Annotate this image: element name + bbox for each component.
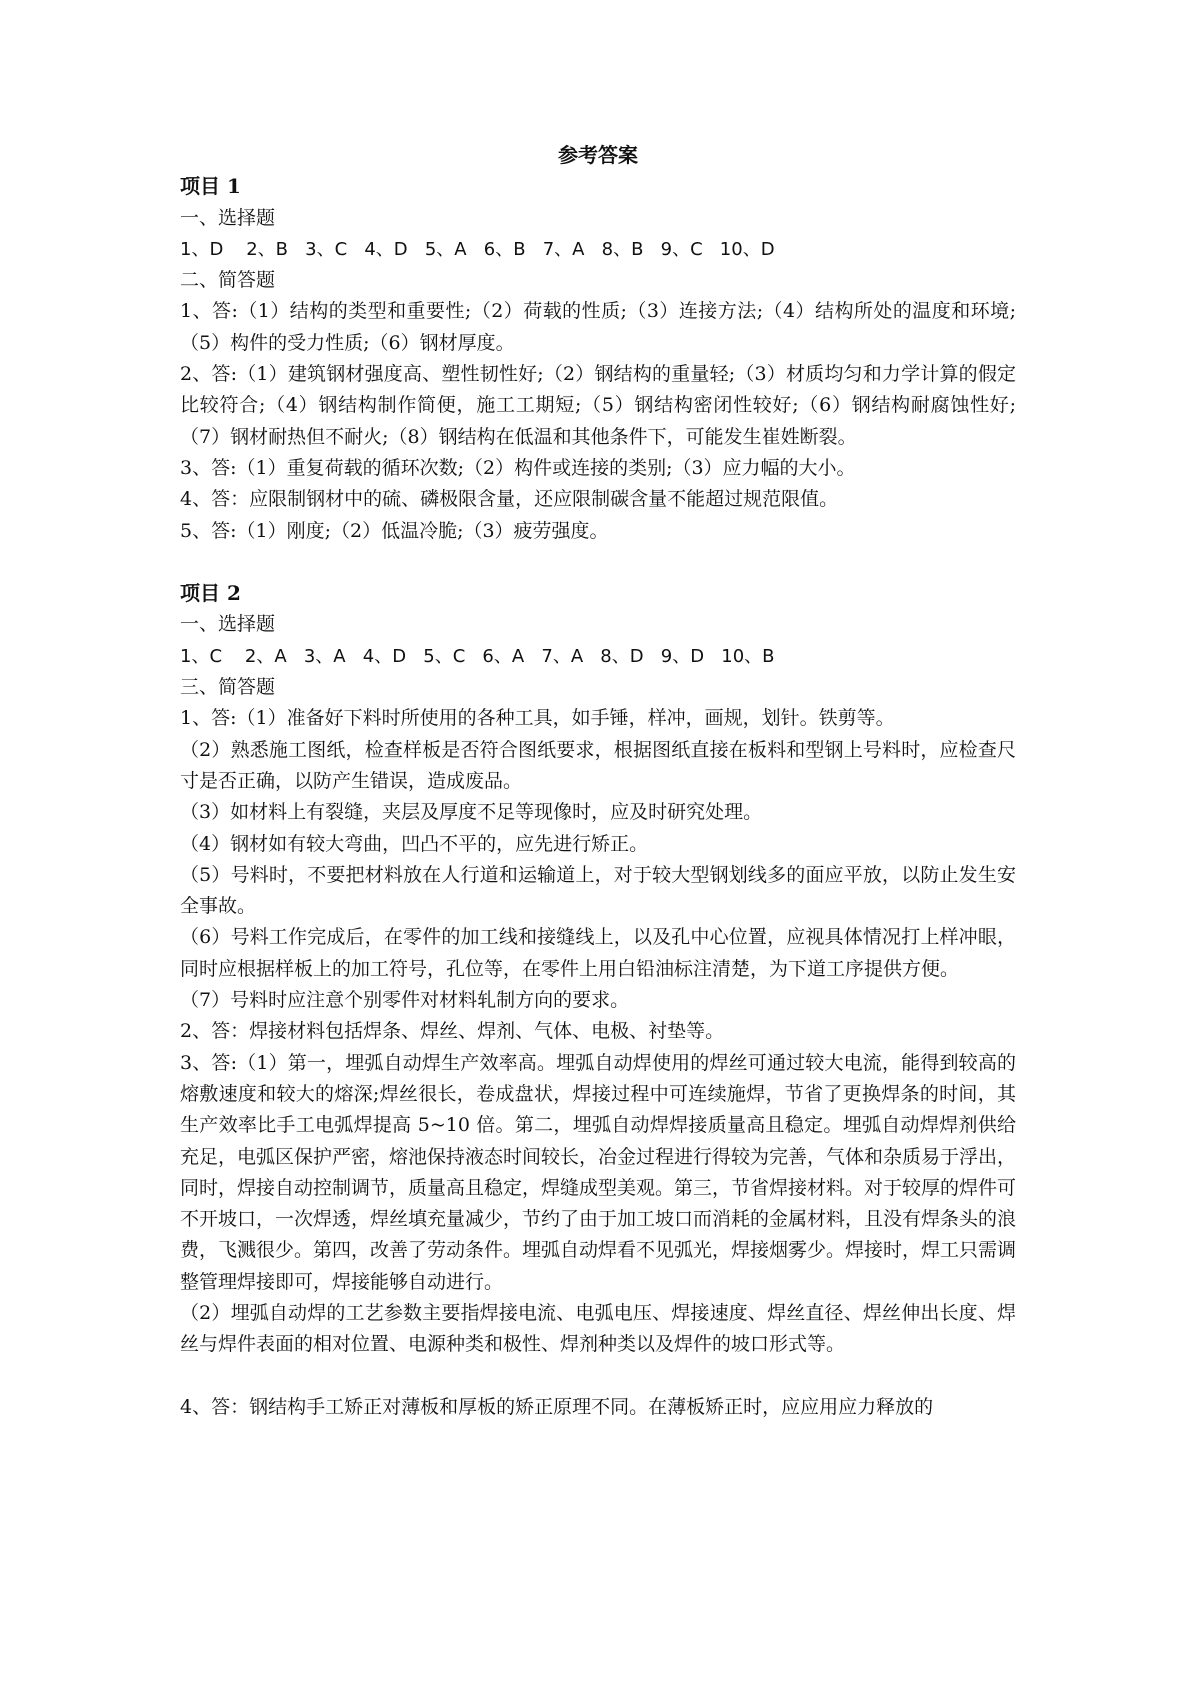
project-2-answer-3: 3、答:（1）第一，埋弧自动焊生产效率高。埋弧自动焊使用的焊丝可通过较大电流，能得到较高的熔敷速度和较大的熔深;焊丝很长，卷成盘状，焊接过程中可连续施焊，节省了更换焊条的时间，其生产效率比手工电弧焊提高 5~10 倍。第二，埋弧自动焊焊接质量高且稳定。埋弧自动焊焊剂供给充足，电弧区保护严密，熔池保持液态时间较长，冶金过程进行得较为完善，气体和杂质易于浮出，同时，焊接自动控制调节，质量高且稳定，焊缝成型美观。第三，节省焊接材料。对于较厚的焊件可不开坡口，一次焊透，焊丝填充量减少，节约了由于加工坡口而消耗的金属材料，且没有焊条头的浪费，飞溅很少。第四，改善了劳动条件。埋弧自动焊看不见弧光，焊接烟雾少。焊接时，焊工只需调整管理焊接即可，焊接能够自动进行。	[180, 1051, 1017, 1293]
project-2-answer-3-item-2: （2）埋弧自动焊的工艺参数主要指焊接电流、电弧电压、焊接速度、焊丝直径、焊丝伸出长度、焊丝与焊件表面的相对位置、电源种类和极性、焊剂种类以及焊件的坡口形式等。	[180, 1301, 1016, 1356]
document-page	[180, 140, 1016, 1423]
project-1-answer-2: 2、答:（1）建筑钢材强度高、塑性韧性好;（2）钢结构的重量轻;（3）材质均匀和力学计算的假定比较符合;（4）钢结构制作简便，施工工期短;（5）钢结构密闭性较好;（6）钢结构耐腐蚀性好;（7）钢材耐热但不耐火;（8）钢结构在低温和其他条件下，可能发生崔姓断裂。	[180, 363, 1016, 448]
project-1-heading: 项目 1	[180, 174, 241, 199]
project-2-answer-2: 2、答：焊接材料包括焊条、焊丝、焊剂、气体、电极、衬垫等。	[180, 1020, 725, 1043]
project-1-choice-answers: 1、D 2、B 3、C 4、D 5、A 6、B 7、A 8、B 9、C 10、D	[180, 238, 775, 260]
project-1-answer-4: 4、答：应限制钢材中的硫、磷极限含量，还应限制碳含量不能超过规范限值。	[180, 488, 839, 511]
project-2-answer-1-item-4: （4）钢材如有较大弯曲，凹凸不平的，应先进行矫正。	[180, 832, 649, 855]
project-1-answer-1: 1、答:（1）结构的类型和重要性;（2）荷载的性质;（3）连接方法;（4）结构所处的温度和环境;（5）构件的受力性质;（6）钢材厚度。	[180, 300, 1016, 354]
project-2-heading: 项目 2	[180, 581, 241, 606]
project-2-choice-answers: 1、C 2、A 3、A 4、D 5、C 6、A 7、A 8、D 9、D 10、B	[180, 645, 775, 667]
project-2-answer-1-item-7: （7）号料时应注意个别零件对材料轧制方向的要求。	[180, 989, 630, 1012]
section-spacer	[180, 547, 1016, 578]
project-1-choice-heading: 一、选择题	[180, 206, 276, 229]
project-2-answer-1-item-3: （3）如材料上有裂缝，夹层及厚度不足等现像时，应及时研究处理。	[180, 801, 763, 824]
project-2-answer-1-item-2: （2）熟悉施工图纸，检查样板是否符合图纸要求，根据图纸直接在板料和型钢上号料时，应检查尺寸是否正确，以防产生错误，造成废品。	[180, 738, 1016, 792]
project-2-choice-heading: 一、选择题	[180, 613, 276, 636]
project-2-answer-1: 1、答:（1）准备好下料时所使用的各种工具，如手锤，样冲，画规，划针。铁剪等。	[180, 707, 895, 730]
document-title: 参考答案	[558, 143, 638, 167]
project-2-short-heading: 三、简答题	[180, 676, 276, 699]
project-1-short-heading: 二、简答题	[180, 269, 276, 292]
project-2-answer-4: 4、答：钢结构手工矫正对薄板和厚板的矫正原理不同。在薄板矫正时，应应用应力释放的	[180, 1395, 934, 1418]
project-1-answer-3: 3、答:（1）重复荷载的循环次数;（2）构件或连接的类别;（3）应力幅的大小。	[180, 456, 856, 479]
project-1-answer-5: 5、答:（1）刚度;（2）低温冷脆;（3）疲劳强度。	[180, 519, 609, 542]
project-2-section	[180, 578, 1016, 1423]
project-2-answer-1-item-6: （6）号料工作完成后，在零件的加工线和接缝线上，以及孔中心位置，应视具体情况打上样冲眼，同时应根据样板上的加工符号，孔位等，在零件上用白铅油标注清楚，为下道工序提供方便。	[180, 926, 1016, 980]
paragraph-spacer	[180, 1361, 1016, 1392]
project-2-answer-1-item-5: （5）号料时，不要把材料放在人行道和运输道上，对于较大型钢划线多的面应平放，以防止发生安全事故。	[180, 863, 1016, 918]
project-1-section	[180, 171, 1016, 547]
